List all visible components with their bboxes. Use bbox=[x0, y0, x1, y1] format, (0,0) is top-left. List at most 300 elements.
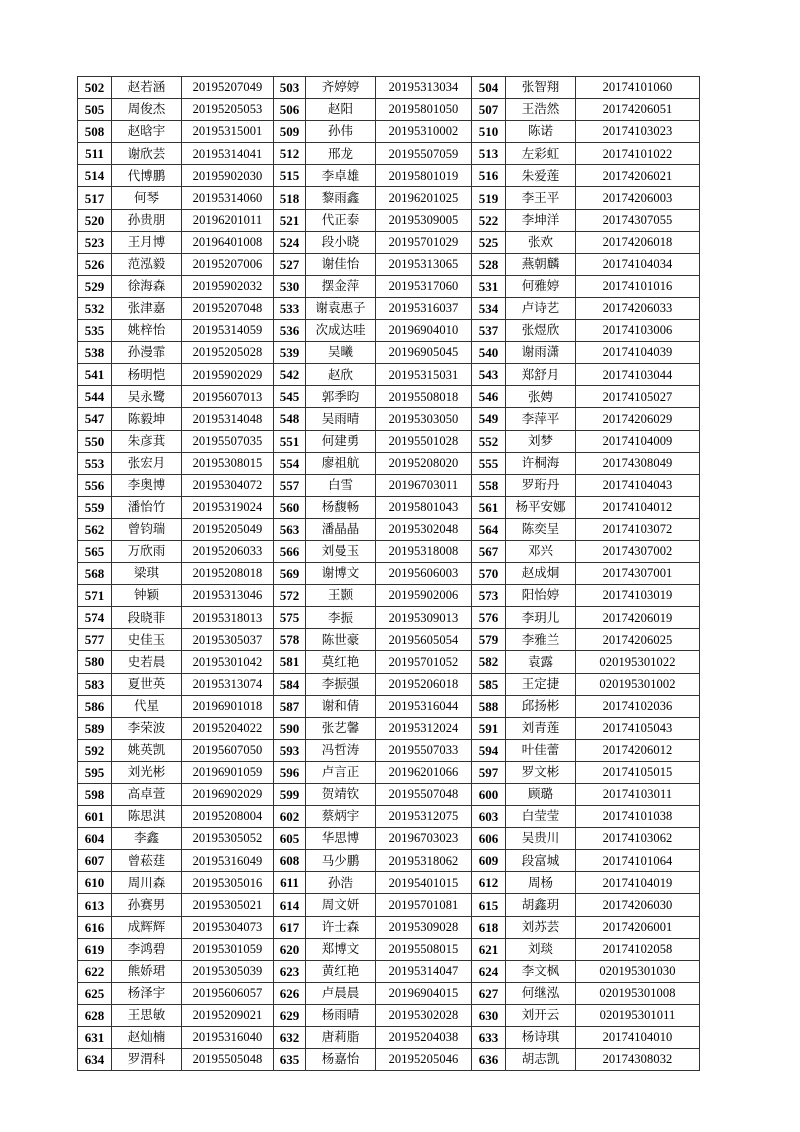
student-name: 周文妍 bbox=[306, 894, 376, 916]
student-name: 李振强 bbox=[306, 673, 376, 695]
student-id: 20174105015 bbox=[576, 761, 700, 783]
student-id: 20174105043 bbox=[576, 717, 700, 739]
student-id: 20195801043 bbox=[376, 496, 472, 518]
student-name: 胡鑫玥 bbox=[506, 894, 576, 916]
table-row bbox=[78, 739, 700, 761]
student-id: 20195316044 bbox=[376, 695, 472, 717]
table-row bbox=[78, 585, 700, 607]
student-name: 孙伟 bbox=[306, 121, 376, 143]
row-number: 565 bbox=[78, 540, 112, 562]
row-number: 549 bbox=[472, 408, 506, 430]
row-number: 605 bbox=[274, 828, 306, 850]
table-row bbox=[78, 717, 700, 739]
student-name: 夏世英 bbox=[112, 673, 182, 695]
row-number: 597 bbox=[472, 761, 506, 783]
student-id: 20195313034 bbox=[376, 77, 472, 99]
student-id: 20195507035 bbox=[182, 430, 274, 452]
row-number: 584 bbox=[274, 673, 306, 695]
student-name: 赵灿楠 bbox=[112, 1027, 182, 1049]
student-id: 20195902032 bbox=[182, 275, 274, 297]
student-id: 20196904010 bbox=[376, 320, 472, 342]
student-name: 段晓菲 bbox=[112, 607, 182, 629]
row-number: 551 bbox=[274, 430, 306, 452]
student-id: 20195801019 bbox=[376, 165, 472, 187]
student-id: 20174103006 bbox=[576, 320, 700, 342]
row-number: 510 bbox=[472, 121, 506, 143]
student-name: 李坤洋 bbox=[506, 209, 576, 231]
row-number: 625 bbox=[78, 982, 112, 1004]
student-name: 梁琪 bbox=[112, 563, 182, 585]
row-number: 614 bbox=[274, 894, 306, 916]
student-id: 20195701029 bbox=[376, 231, 472, 253]
student-id: 20195315031 bbox=[376, 364, 472, 386]
student-id: 20195902029 bbox=[182, 364, 274, 386]
row-number: 587 bbox=[274, 695, 306, 717]
student-id: 20195207049 bbox=[182, 77, 274, 99]
student-name: 刘青莲 bbox=[506, 717, 576, 739]
row-number: 602 bbox=[274, 806, 306, 828]
table-row bbox=[78, 342, 700, 364]
row-number: 540 bbox=[472, 342, 506, 364]
student-id: 20174206051 bbox=[576, 99, 700, 121]
student-id: 20195317060 bbox=[376, 275, 472, 297]
table-row bbox=[78, 673, 700, 695]
student-name: 熊娇珺 bbox=[112, 960, 182, 982]
student-id: 20195205053 bbox=[182, 99, 274, 121]
student-id: 20195305052 bbox=[182, 828, 274, 850]
student-name: 钟颖 bbox=[112, 585, 182, 607]
student-id: 20195605054 bbox=[376, 629, 472, 651]
row-number: 505 bbox=[78, 99, 112, 121]
student-id: 20195508018 bbox=[376, 386, 472, 408]
row-number: 633 bbox=[472, 1027, 506, 1049]
table-row bbox=[78, 828, 700, 850]
row-number: 601 bbox=[78, 806, 112, 828]
student-id: 20195401015 bbox=[376, 872, 472, 894]
student-name: 张欢 bbox=[506, 231, 576, 253]
row-number: 504 bbox=[472, 77, 506, 99]
row-number: 600 bbox=[472, 784, 506, 806]
row-number: 548 bbox=[274, 408, 306, 430]
student-name: 朱爱莲 bbox=[506, 165, 576, 187]
row-number: 604 bbox=[78, 828, 112, 850]
student-name: 摆金萍 bbox=[306, 275, 376, 297]
student-id: 20195313074 bbox=[182, 673, 274, 695]
row-number: 522 bbox=[472, 209, 506, 231]
row-number: 573 bbox=[472, 585, 506, 607]
row-number: 509 bbox=[274, 121, 306, 143]
student-id: 20195902030 bbox=[182, 165, 274, 187]
row-number: 554 bbox=[274, 452, 306, 474]
row-number: 575 bbox=[274, 607, 306, 629]
student-name: 代博鹏 bbox=[112, 165, 182, 187]
row-number: 553 bbox=[78, 452, 112, 474]
student-name: 赵晗宇 bbox=[112, 121, 182, 143]
student-name: 曾菘莛 bbox=[112, 850, 182, 872]
student-id: 20174104034 bbox=[576, 253, 700, 275]
row-number: 574 bbox=[78, 607, 112, 629]
row-number: 630 bbox=[472, 1004, 506, 1026]
student-name: 罗文彬 bbox=[506, 761, 576, 783]
row-number: 525 bbox=[472, 231, 506, 253]
table-row bbox=[78, 938, 700, 960]
student-name: 莫红艳 bbox=[306, 651, 376, 673]
student-id: 20195302048 bbox=[376, 518, 472, 540]
student-name: 周川森 bbox=[112, 872, 182, 894]
student-name: 郑舒月 bbox=[506, 364, 576, 386]
student-id: 20195309005 bbox=[376, 209, 472, 231]
student-id: 20174104019 bbox=[576, 872, 700, 894]
student-name: 杨雨晴 bbox=[306, 1004, 376, 1026]
row-number: 519 bbox=[472, 187, 506, 209]
student-id: 20195314041 bbox=[182, 143, 274, 165]
student-id: 20196201066 bbox=[376, 761, 472, 783]
student-name: 杨泽宇 bbox=[112, 982, 182, 1004]
row-number: 632 bbox=[274, 1027, 306, 1049]
student-id: 20195507048 bbox=[376, 784, 472, 806]
student-name: 次成达哇 bbox=[306, 320, 376, 342]
student-id: 20196201011 bbox=[182, 209, 274, 231]
row-number: 622 bbox=[78, 960, 112, 982]
row-number: 620 bbox=[274, 938, 306, 960]
student-id: 20196904015 bbox=[376, 982, 472, 1004]
row-number: 556 bbox=[78, 474, 112, 496]
row-number: 607 bbox=[78, 850, 112, 872]
student-name: 邱扬彬 bbox=[506, 695, 576, 717]
row-number: 544 bbox=[78, 386, 112, 408]
row-number: 618 bbox=[472, 916, 506, 938]
table-row bbox=[78, 99, 700, 121]
student-name: 吴曦 bbox=[306, 342, 376, 364]
row-number: 517 bbox=[78, 187, 112, 209]
student-name: 阳怡婷 bbox=[506, 585, 576, 607]
student-name: 蔡炳宇 bbox=[306, 806, 376, 828]
row-number: 617 bbox=[274, 916, 306, 938]
student-name: 黎雨鑫 bbox=[306, 187, 376, 209]
student-id: 20174308049 bbox=[576, 452, 700, 474]
student-name: 陈奕呈 bbox=[506, 518, 576, 540]
row-number: 595 bbox=[78, 761, 112, 783]
student-name: 罗珩丹 bbox=[506, 474, 576, 496]
student-name: 胡志凯 bbox=[506, 1049, 576, 1071]
student-id: 20195208004 bbox=[182, 806, 274, 828]
student-id: 20195301042 bbox=[182, 651, 274, 673]
student-name: 叶佳蕾 bbox=[506, 739, 576, 761]
row-number: 542 bbox=[274, 364, 306, 386]
student-id: 20195304072 bbox=[182, 474, 274, 496]
row-number: 539 bbox=[274, 342, 306, 364]
student-name: 张艺馨 bbox=[306, 717, 376, 739]
student-id: 20195305021 bbox=[182, 894, 274, 916]
student-name: 王思敏 bbox=[112, 1004, 182, 1026]
table-row bbox=[78, 1027, 700, 1049]
row-number: 599 bbox=[274, 784, 306, 806]
table-row bbox=[78, 364, 700, 386]
student-name: 万欣雨 bbox=[112, 540, 182, 562]
student-name: 杨明恺 bbox=[112, 364, 182, 386]
student-name: 刘光彬 bbox=[112, 761, 182, 783]
row-number: 582 bbox=[472, 651, 506, 673]
student-id: 20195304073 bbox=[182, 916, 274, 938]
student-id: 20196703011 bbox=[376, 474, 472, 496]
student-id: 20196902029 bbox=[182, 784, 274, 806]
table-row bbox=[78, 231, 700, 253]
table-row bbox=[78, 540, 700, 562]
student-name: 许桐海 bbox=[506, 452, 576, 474]
student-name: 李文枫 bbox=[506, 960, 576, 982]
table-row bbox=[78, 320, 700, 342]
table-row bbox=[78, 1049, 700, 1071]
student-id: 20195305016 bbox=[182, 872, 274, 894]
student-id: 20174206012 bbox=[576, 739, 700, 761]
row-number: 535 bbox=[78, 320, 112, 342]
student-id: 020195301022 bbox=[576, 651, 700, 673]
student-name: 何继泓 bbox=[506, 982, 576, 1004]
student-id: 20195208020 bbox=[376, 452, 472, 474]
student-id: 20196901018 bbox=[182, 695, 274, 717]
student-id: 20195318062 bbox=[376, 850, 472, 872]
student-id: 20174206021 bbox=[576, 165, 700, 187]
student-name: 何雅婷 bbox=[506, 275, 576, 297]
student-id: 20174101060 bbox=[576, 77, 700, 99]
student-id: 20174103072 bbox=[576, 518, 700, 540]
row-number: 570 bbox=[472, 563, 506, 585]
student-name: 徐海森 bbox=[112, 275, 182, 297]
row-number: 626 bbox=[274, 982, 306, 1004]
row-number: 590 bbox=[274, 717, 306, 739]
student-id: 20196901059 bbox=[182, 761, 274, 783]
student-id: 20195308015 bbox=[182, 452, 274, 474]
student-id: 20195204038 bbox=[376, 1027, 472, 1049]
row-number: 515 bbox=[274, 165, 306, 187]
row-number: 564 bbox=[472, 518, 506, 540]
table-row bbox=[78, 629, 700, 651]
row-number: 591 bbox=[472, 717, 506, 739]
student-name: 何建勇 bbox=[306, 430, 376, 452]
student-id: 20195902006 bbox=[376, 585, 472, 607]
student-id: 20174104012 bbox=[576, 496, 700, 518]
row-number: 579 bbox=[472, 629, 506, 651]
student-name: 何琴 bbox=[112, 187, 182, 209]
row-number: 545 bbox=[274, 386, 306, 408]
student-name: 李卓雄 bbox=[306, 165, 376, 187]
student-name: 高卓萱 bbox=[112, 784, 182, 806]
student-id: 20195508015 bbox=[376, 938, 472, 960]
table-row bbox=[78, 1004, 700, 1026]
row-number: 552 bbox=[472, 430, 506, 452]
student-name: 唐莉脂 bbox=[306, 1027, 376, 1049]
student-name: 孙漫霏 bbox=[112, 342, 182, 364]
student-name: 刘开云 bbox=[506, 1004, 576, 1026]
student-name: 谢雨潇 bbox=[506, 342, 576, 364]
table-row bbox=[78, 165, 700, 187]
row-number: 631 bbox=[78, 1027, 112, 1049]
student-name: 张娉 bbox=[506, 386, 576, 408]
student-name: 杨嘉怡 bbox=[306, 1049, 376, 1071]
table-row bbox=[78, 297, 700, 319]
table-row bbox=[78, 253, 700, 275]
student-id: 20196201025 bbox=[376, 187, 472, 209]
row-number: 563 bbox=[274, 518, 306, 540]
student-id: 20195206033 bbox=[182, 540, 274, 562]
student-name: 潘晶晶 bbox=[306, 518, 376, 540]
row-number: 576 bbox=[472, 607, 506, 629]
student-name: 赵阳 bbox=[306, 99, 376, 121]
student-name: 陈世豪 bbox=[306, 629, 376, 651]
table-row bbox=[78, 77, 700, 99]
student-id: 20195305039 bbox=[182, 960, 274, 982]
table-row bbox=[78, 275, 700, 297]
table-row bbox=[78, 386, 700, 408]
row-number: 521 bbox=[274, 209, 306, 231]
table-row bbox=[78, 474, 700, 496]
student-id: 20195205028 bbox=[182, 342, 274, 364]
student-name: 卢晨晨 bbox=[306, 982, 376, 1004]
row-number: 612 bbox=[472, 872, 506, 894]
table-row bbox=[78, 761, 700, 783]
row-number: 536 bbox=[274, 320, 306, 342]
student-id: 20195507033 bbox=[376, 739, 472, 761]
student-name: 刘琰 bbox=[506, 938, 576, 960]
student-name: 张宏月 bbox=[112, 452, 182, 474]
student-name: 顾璐 bbox=[506, 784, 576, 806]
student-id: 20174103019 bbox=[576, 585, 700, 607]
row-number: 578 bbox=[274, 629, 306, 651]
row-number: 623 bbox=[274, 960, 306, 982]
student-name: 贺靖钦 bbox=[306, 784, 376, 806]
student-id: 20196703023 bbox=[376, 828, 472, 850]
student-id: 20195607013 bbox=[182, 386, 274, 408]
student-name: 郭季昀 bbox=[306, 386, 376, 408]
row-number: 502 bbox=[78, 77, 112, 99]
student-name: 段小晓 bbox=[306, 231, 376, 253]
student-name: 廖祖航 bbox=[306, 452, 376, 474]
student-id: 20195303050 bbox=[376, 408, 472, 430]
student-name: 陈思淇 bbox=[112, 806, 182, 828]
row-number: 529 bbox=[78, 275, 112, 297]
student-name: 赵成炯 bbox=[506, 563, 576, 585]
student-name: 李鸿碧 bbox=[112, 938, 182, 960]
student-name: 孙浩 bbox=[306, 872, 376, 894]
student-id: 20174206030 bbox=[576, 894, 700, 916]
student-name: 王浩然 bbox=[506, 99, 576, 121]
student-name: 陈毅坤 bbox=[112, 408, 182, 430]
student-id: 20174206025 bbox=[576, 629, 700, 651]
row-number: 608 bbox=[274, 850, 306, 872]
student-name: 代星 bbox=[112, 695, 182, 717]
row-number: 538 bbox=[78, 342, 112, 364]
row-number: 566 bbox=[274, 540, 306, 562]
row-number: 606 bbox=[472, 828, 506, 850]
student-id: 20174102058 bbox=[576, 938, 700, 960]
table-row bbox=[78, 806, 700, 828]
student-id: 20195207048 bbox=[182, 297, 274, 319]
student-id: 20195316037 bbox=[376, 297, 472, 319]
student-name: 白莹莹 bbox=[506, 806, 576, 828]
student-id: 20195316049 bbox=[182, 850, 274, 872]
student-name: 齐婷婷 bbox=[306, 77, 376, 99]
table-row bbox=[78, 518, 700, 540]
student-id: 20195205049 bbox=[182, 518, 274, 540]
row-number: 596 bbox=[274, 761, 306, 783]
student-name: 李萍平 bbox=[506, 408, 576, 430]
student-name: 谢和倩 bbox=[306, 695, 376, 717]
student-name: 张津嘉 bbox=[112, 297, 182, 319]
student-id: 20174103062 bbox=[576, 828, 700, 850]
student-id: 20195607050 bbox=[182, 739, 274, 761]
student-name: 曾钧瑞 bbox=[112, 518, 182, 540]
student-id: 020195301011 bbox=[576, 1004, 700, 1026]
row-number: 588 bbox=[472, 695, 506, 717]
student-id: 20174206029 bbox=[576, 408, 700, 430]
student-id: 20174101016 bbox=[576, 275, 700, 297]
student-id: 20174206003 bbox=[576, 187, 700, 209]
student-name: 卢诗艺 bbox=[506, 297, 576, 319]
student-id: 20195313065 bbox=[376, 253, 472, 275]
row-number: 533 bbox=[274, 297, 306, 319]
student-id: 20195701081 bbox=[376, 894, 472, 916]
student-name: 刘梦 bbox=[506, 430, 576, 452]
student-name: 卢言正 bbox=[306, 761, 376, 783]
student-name: 孙贵朋 bbox=[112, 209, 182, 231]
row-number: 543 bbox=[472, 364, 506, 386]
row-number: 516 bbox=[472, 165, 506, 187]
row-number: 589 bbox=[78, 717, 112, 739]
student-id: 20195314059 bbox=[182, 320, 274, 342]
row-number: 506 bbox=[274, 99, 306, 121]
student-id: 20174104010 bbox=[576, 1027, 700, 1049]
student-id: 20195301059 bbox=[182, 938, 274, 960]
row-number: 562 bbox=[78, 518, 112, 540]
row-number: 634 bbox=[78, 1049, 112, 1071]
student-name: 李雅兰 bbox=[506, 629, 576, 651]
student-id: 20196905045 bbox=[376, 342, 472, 364]
row-number: 507 bbox=[472, 99, 506, 121]
student-name: 谢佳怡 bbox=[306, 253, 376, 275]
row-number: 581 bbox=[274, 651, 306, 673]
student-id: 20174104043 bbox=[576, 474, 700, 496]
student-id: 20174307001 bbox=[576, 563, 700, 585]
student-name: 杨平安娜 bbox=[506, 496, 576, 518]
student-id: 20195204022 bbox=[182, 717, 274, 739]
student-id: 20195313046 bbox=[182, 585, 274, 607]
table-row bbox=[78, 872, 700, 894]
row-number: 610 bbox=[78, 872, 112, 894]
student-id: 20196401008 bbox=[182, 231, 274, 253]
student-id: 20195208018 bbox=[182, 563, 274, 585]
row-number: 524 bbox=[274, 231, 306, 253]
student-id: 20195315001 bbox=[182, 121, 274, 143]
row-number: 550 bbox=[78, 430, 112, 452]
table-row bbox=[78, 916, 700, 938]
row-number: 520 bbox=[78, 209, 112, 231]
row-number: 555 bbox=[472, 452, 506, 474]
student-id: 20195507059 bbox=[376, 143, 472, 165]
student-name: 朱彦萁 bbox=[112, 430, 182, 452]
row-number: 511 bbox=[78, 143, 112, 165]
row-number: 557 bbox=[274, 474, 306, 496]
student-name: 许士森 bbox=[306, 916, 376, 938]
student-name: 谢博文 bbox=[306, 563, 376, 585]
student-name: 李振 bbox=[306, 607, 376, 629]
student-id: 20195318008 bbox=[376, 540, 472, 562]
row-number: 603 bbox=[472, 806, 506, 828]
student-id: 20195314048 bbox=[182, 408, 274, 430]
student-id: 20195701052 bbox=[376, 651, 472, 673]
row-number: 593 bbox=[274, 739, 306, 761]
student-id: 20195205046 bbox=[376, 1049, 472, 1071]
student-name: 赵若涵 bbox=[112, 77, 182, 99]
